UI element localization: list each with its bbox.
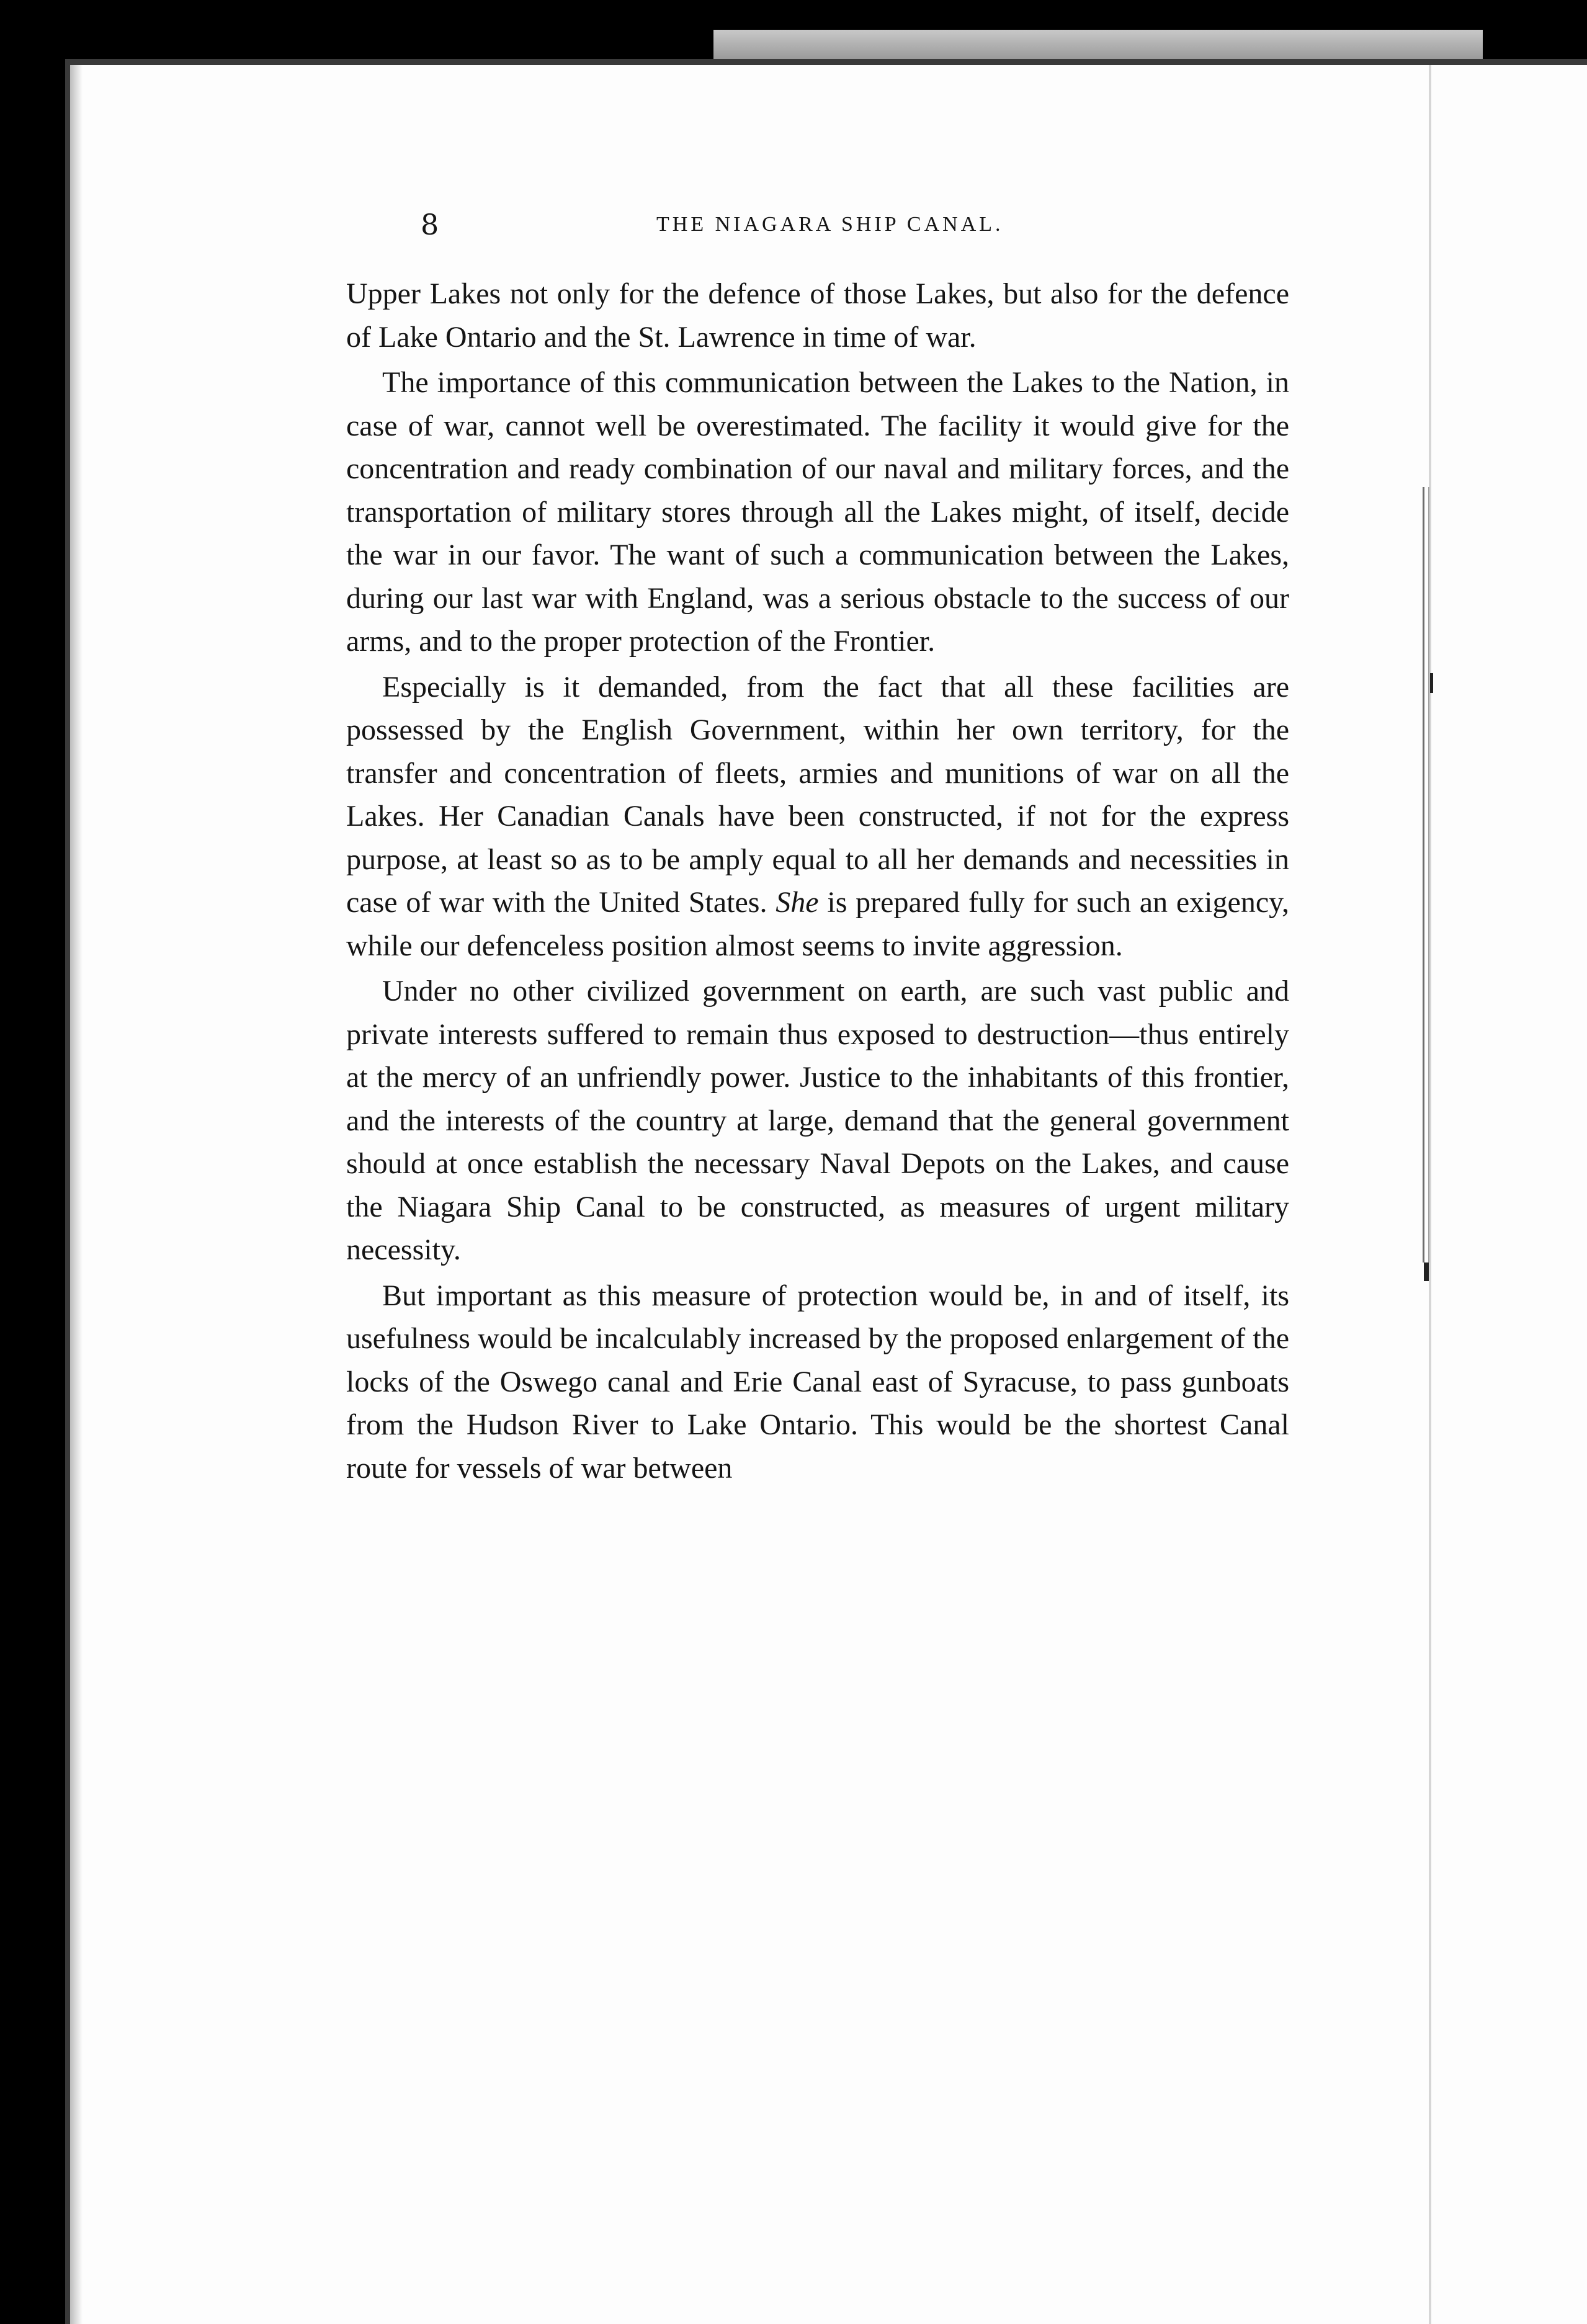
paragraph-3-italic: She <box>776 886 819 919</box>
paragraph-3 <box>346 666 1289 968</box>
running-head <box>346 208 1289 251</box>
body-text <box>346 272 1289 1490</box>
running-title: THE NIAGARA SHIP CANAL. <box>656 213 1004 236</box>
page-gutter-shadow <box>70 65 83 2324</box>
paragraph-2: The importance of this communication between the Lakes to the Nation, in case of war, cannot well be overestimated. The facility it would give for the concentration and ready combination of our naval and military forces, and the transportation of military stores through all the Lakes might, of itself, decide the war in our favor. The want of such a communication between the Lakes, during our last war with England, was a serious obstacle to the success of our arms, and to the proper protection of the Frontier. <box>346 366 1289 658</box>
page-number: 8 <box>421 208 440 241</box>
book-page <box>65 59 1587 2324</box>
paragraph-3-part-1: Especially is it demanded, from the fact that all these facilities are possessed by the English Government, within her own territory, for the transfer and concentration of fleets, armies and munitions of war on all the Lakes. Her Canadian Canals have been constructed, if not for the express purpose, at least so as to be amply equal to all her demands and necessities in case of war with the United States. <box>346 670 1289 919</box>
margin-tick-top <box>1430 673 1433 693</box>
margin-tick-bottom <box>1424 1263 1429 1281</box>
paragraph-4: Under no other civilized government on earth, are such vast public and private interests suffered to remain thus exposed to destruction—thus entirely at the mercy of an unfriendly power. Justice to the inhabitants of this frontier, and the interests of the country at large, demand that the general government should at once establish the necessary Naval Depots on the Lakes, and cause the Niagara Ship Canal to be constructed, as measures of urgent military necessity. <box>346 975 1289 1266</box>
paragraph-5: But important as this measure of protection would be, in and of itself, its usefulness would be incalculably increased by the proposed enlargement of the locks of the Oswego canal and Erie Canal east of Syracuse, to pass gunboats from the Hudson River to Lake Ontario. This would be the shortest Canal route for vessels of war between <box>346 1279 1289 1485</box>
scan-top-strip <box>713 30 1483 60</box>
page-content <box>346 208 1289 1490</box>
paragraph-1: Upper Lakes not only for the defence of those Lakes, but also for the defence of Lake Ontario and the St. Lawrence in time of war. <box>346 277 1289 354</box>
margin-binding-mark <box>1423 487 1429 1263</box>
paragraph-3-part-2: is prepared fully for such an exigency, while our defenceless position almost seems to invite aggression. <box>346 886 1290 962</box>
